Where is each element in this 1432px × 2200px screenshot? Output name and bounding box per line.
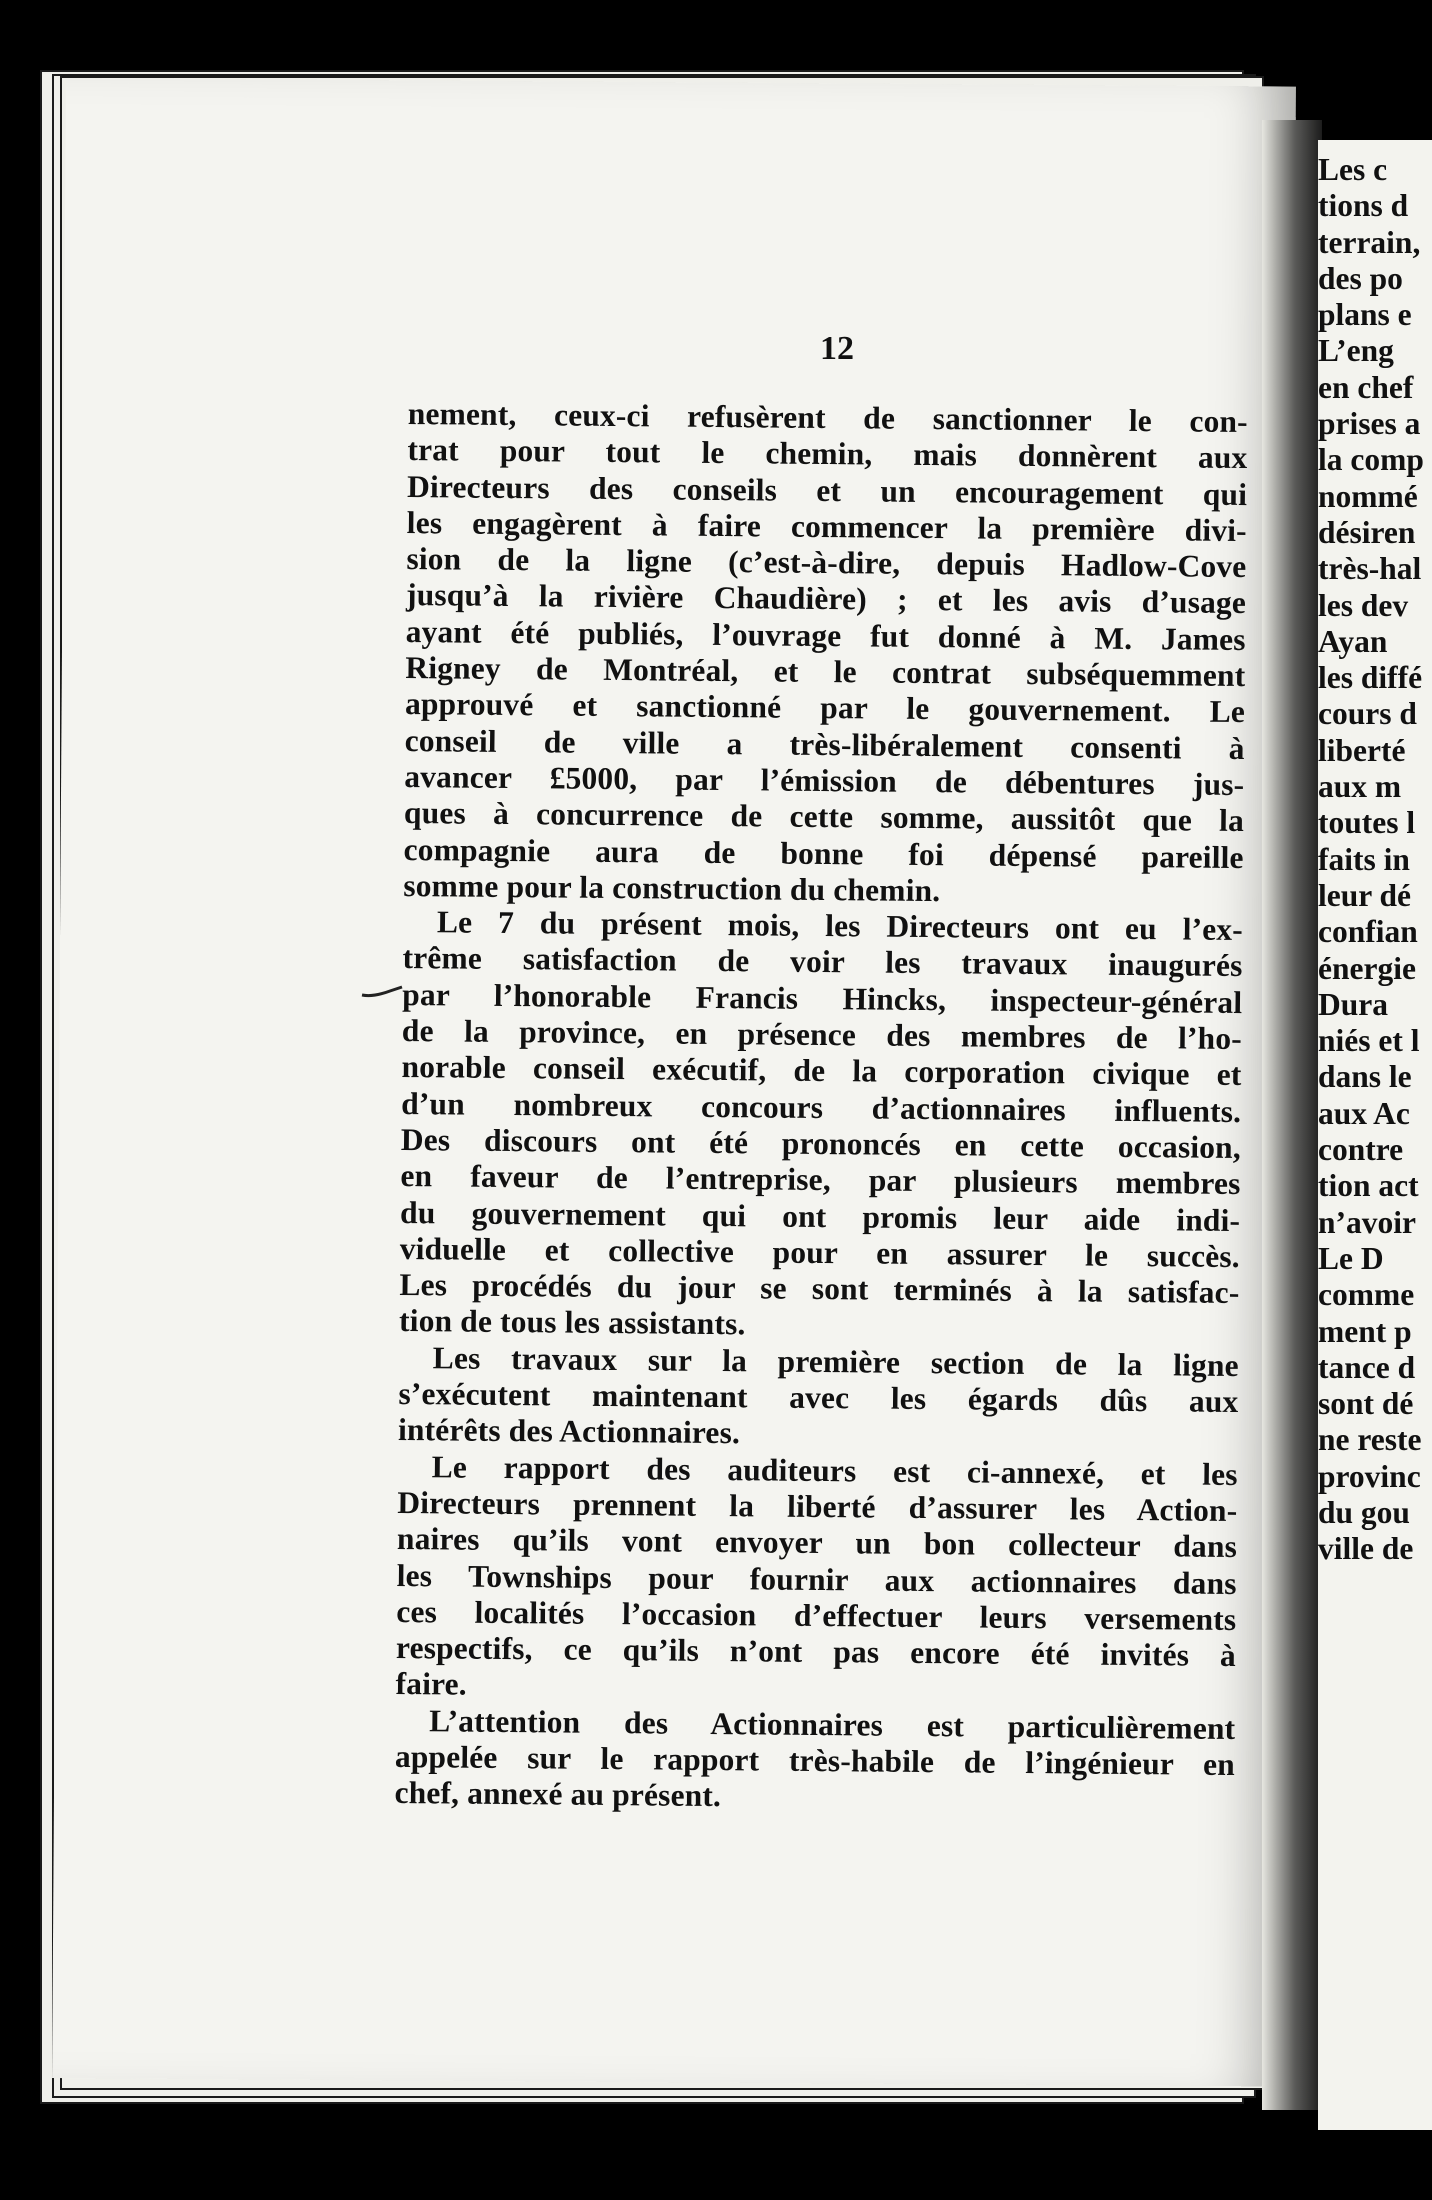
text-line: du gouvernement qui ont promis leur aide indi-	[399, 1194, 1241, 1238]
text-line: intérêts des Actionnaires.	[397, 1412, 741, 1451]
text-line: ques à concurrence de cette somme, aussitôt que la	[403, 795, 1245, 839]
text-line: tion de tous les assistants.	[398, 1303, 746, 1342]
text-line: jusqu’à la rivière Chaudière) ; et les avis d’usage	[405, 577, 1247, 621]
text-line: respectifs, ce qu’ils n’ont pas encore été invités à	[395, 1630, 1237, 1674]
right-page-line: des po	[1318, 260, 1403, 296]
right-page-line: désiren	[1318, 514, 1416, 550]
text-line: Directeurs prennent la liberté d’assurer les Action-	[397, 1484, 1238, 1528]
right-page-line: tions d	[1318, 188, 1409, 224]
text-line: appelée sur le rapport très-habile de l’ingénieur en	[394, 1738, 1236, 1782]
right-page-line: ne reste	[1318, 1422, 1422, 1458]
text-line: faire.	[395, 1666, 467, 1703]
text-line: Rigney de Montréal, et le contrat subséquemment	[405, 650, 1246, 694]
text-line: approuvé et sanctionné par le gouvernement. Le	[404, 686, 1246, 730]
right-page-line: plans e	[1318, 297, 1412, 333]
right-page-line: toutes l	[1318, 805, 1416, 841]
right-page-line: confian	[1318, 914, 1418, 950]
text-line: naires qu’ils vont envoyer un bon collecteur dans	[396, 1521, 1238, 1565]
right-page-line: n’avoir	[1318, 1204, 1416, 1240]
text-line: les engagèrent à faire commencer la première divi-	[406, 504, 1247, 548]
right-page-line: les dev	[1318, 587, 1409, 623]
text-line: ces localités l’occasion d’effectuer leurs versements	[396, 1593, 1237, 1637]
text-line: s’exécutent maintenant avec les égards dûs aux	[398, 1375, 1239, 1420]
right-page-line: contre	[1318, 1132, 1404, 1168]
right-page-line: provinc	[1318, 1458, 1421, 1494]
right-page-line: Dura	[1318, 986, 1388, 1022]
text-line: somme pour la construction du chemin.	[403, 867, 941, 908]
right-page-line: tion act	[1318, 1168, 1419, 1204]
right-page-line: très-hal	[1318, 551, 1422, 587]
right-page-text	[1318, 152, 1432, 1568]
right-page-line: Les c	[1318, 152, 1388, 187]
text-line: norable conseil exécutif, de la corporation civique et	[401, 1049, 1242, 1093]
text-line: d’un nombreux concours d’actionnaires influents.	[401, 1085, 1242, 1129]
text-line: viduelle et collective pour en assurer le succès.	[399, 1230, 1240, 1274]
right-page-line: ville de	[1318, 1531, 1414, 1567]
text-line: trême satisfaction de voir les travaux inaugurés	[402, 940, 1243, 984]
right-page-line: nommé	[1318, 478, 1418, 514]
right-page-line: dans le	[1318, 1059, 1412, 1095]
text-line: avancer £5000, par l’émission de débentures jus-	[404, 758, 1245, 803]
right-page-line: tance d	[1318, 1349, 1416, 1385]
right-page-line: les diffé	[1318, 660, 1423, 696]
right-page-line: énergie	[1318, 950, 1416, 986]
right-page-line: aux Ac	[1318, 1095, 1410, 1131]
text-line: en faveur de l’entreprise, par plusieurs membres	[400, 1158, 1241, 1202]
right-page-line: liberté	[1318, 732, 1406, 768]
right-page-line: sont dé	[1318, 1386, 1414, 1422]
book-gutter	[1262, 120, 1322, 2110]
right-page-line: faits in	[1318, 841, 1410, 877]
text-line: par l’honorable Francis Hincks, inspecteur-général	[402, 976, 1243, 1020]
right-page	[1318, 140, 1432, 2130]
page-number: 12	[820, 330, 854, 367]
right-page-line: la comp	[1318, 442, 1424, 478]
text-line: compagnie aura de bonne foi dépensé pareille	[403, 831, 1244, 875]
text-line: conseil de ville a très-libéralement consenti à	[404, 722, 1245, 766]
text-line: Le 7 du présent mois, les Directeurs ont eu l’ex-	[436, 904, 1244, 948]
right-page-line: leur dé	[1318, 877, 1412, 913]
right-page-line: prises a	[1318, 406, 1421, 442]
text-line: Les procédés du jour se sont terminés à la satisfac-	[399, 1267, 1240, 1311]
text-line: nement, ceux-ci refusèrent de sanctionner le con-	[407, 396, 1248, 440]
right-page-line: L’eng	[1318, 333, 1394, 369]
right-page-line: cours d	[1318, 696, 1417, 732]
right-page-line: du gou	[1318, 1494, 1410, 1530]
right-page-line: niés et l	[1318, 1023, 1420, 1059]
text-line: sion de la ligne (c’est-à-dire, depuis Hadlow-Cove	[406, 541, 1247, 585]
right-page-line: aux m	[1318, 769, 1402, 805]
text-line: Des discours ont été prononcés en cette occasion,	[400, 1121, 1241, 1165]
right-page-line: Le D	[1318, 1240, 1384, 1276]
margin-pen-mark	[360, 985, 404, 999]
right-page-line: ment p	[1318, 1313, 1412, 1349]
text-line: Les travaux sur la première section de la ligne	[432, 1340, 1239, 1383]
text-line: Directeurs des conseils et un encouragement qui	[406, 468, 1248, 512]
right-page-line: en chef	[1318, 369, 1414, 405]
text-line: ayant été publiés, l’ouvrage fut donné à M. James	[405, 613, 1246, 657]
text-line: les Townships pour fournir aux actionnaires dans	[396, 1557, 1237, 1601]
text-line: chef, annexé au présent.	[394, 1775, 722, 1814]
right-page-line: terrain,	[1318, 224, 1421, 260]
main-text-block	[394, 396, 1248, 1820]
text-line: Le rapport des auditeurs est ci-annexé, et les	[431, 1448, 1238, 1492]
right-page-line: Ayan	[1318, 623, 1388, 659]
text-line: de la province, en présence des membres de l’ho-	[401, 1013, 1243, 1057]
text-line: trat pour tout le chemin, mais donnèrent aux	[407, 432, 1248, 476]
text-line: L’attention des Actionnaires est particulièrement	[429, 1702, 1236, 1746]
right-page-line: comme	[1318, 1277, 1415, 1313]
